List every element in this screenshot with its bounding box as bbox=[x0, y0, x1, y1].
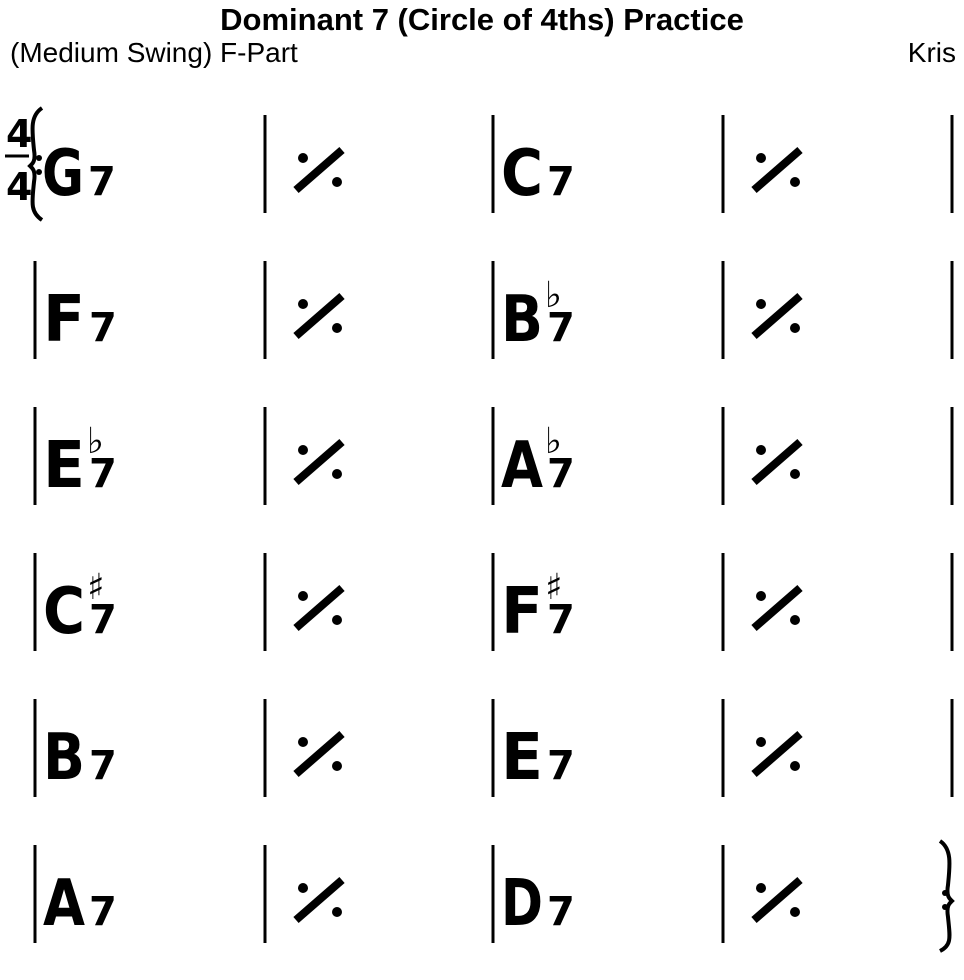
flat-sign: ♭ bbox=[545, 420, 562, 462]
measure-repeat-dot bbox=[298, 737, 308, 747]
repeat-dot bbox=[36, 169, 42, 175]
measure-repeat-dot bbox=[298, 445, 308, 455]
chord-root: D bbox=[501, 867, 543, 941]
measure-repeat-dot bbox=[298, 883, 308, 893]
measure-repeat-dot bbox=[756, 299, 766, 309]
time-signature-bottom: 4 bbox=[6, 165, 33, 209]
measure-repeat-dot bbox=[756, 591, 766, 601]
chord-extension: 7 bbox=[547, 889, 575, 935]
measure-repeat-dot bbox=[756, 883, 766, 893]
repeat-dot bbox=[36, 155, 42, 161]
chord-extension: 7 bbox=[547, 305, 575, 351]
chord-root: G bbox=[42, 137, 84, 211]
chord-root: B bbox=[43, 721, 85, 795]
chord-root: E bbox=[501, 721, 543, 795]
chord-root: B bbox=[501, 283, 543, 357]
style-label: (Medium Swing) F-Part bbox=[10, 37, 298, 68]
measure-repeat-dot bbox=[332, 907, 342, 917]
measure-repeat-dot bbox=[332, 761, 342, 771]
composer-label: Kris bbox=[907, 37, 956, 68]
sharp-sign: ♯ bbox=[545, 566, 563, 608]
measure-repeat-dot bbox=[298, 153, 308, 163]
measure-repeat-dot bbox=[298, 299, 308, 309]
chord-extension: 7 bbox=[89, 743, 117, 789]
chord-root: C bbox=[43, 575, 85, 649]
repeat-end-bracket bbox=[940, 841, 952, 951]
flat-sign: ♭ bbox=[87, 420, 104, 462]
repeat-start-bracket bbox=[30, 108, 42, 220]
measure-repeat-dot bbox=[756, 445, 766, 455]
time-signature-top: 4 bbox=[6, 112, 33, 156]
chord-root: E bbox=[43, 429, 85, 503]
measure-repeat-dot bbox=[790, 761, 800, 771]
measure-repeat-dot bbox=[790, 469, 800, 479]
measure-repeat-dot bbox=[298, 591, 308, 601]
measure-repeat-dot bbox=[332, 469, 342, 479]
measure-repeat-dot bbox=[332, 615, 342, 625]
sharp-sign: ♯ bbox=[87, 566, 105, 608]
chord-root: A bbox=[43, 867, 86, 941]
measure-repeat-dot bbox=[790, 907, 800, 917]
chord-extension: 7 bbox=[547, 597, 575, 643]
measure-repeat-dot bbox=[332, 177, 342, 187]
measure-repeat-dot bbox=[756, 153, 766, 163]
measure-repeat-dot bbox=[790, 323, 800, 333]
chord-extension: 7 bbox=[547, 159, 575, 205]
chord-extension: 7 bbox=[89, 451, 117, 497]
chord-extension: 7 bbox=[547, 743, 575, 789]
flat-sign: ♭ bbox=[545, 274, 562, 316]
chord-root: F bbox=[43, 283, 85, 357]
measure-repeat-dot bbox=[790, 615, 800, 625]
measure-repeat-dot bbox=[756, 737, 766, 747]
chart-title: Dominant 7 (Circle of 4ths) Practice bbox=[220, 2, 744, 37]
repeat-dot bbox=[942, 904, 948, 910]
chord-root: F bbox=[501, 575, 543, 649]
repeat-dot bbox=[942, 890, 948, 896]
chord-extension: 7 bbox=[89, 597, 117, 643]
measure-repeat-dot bbox=[332, 323, 342, 333]
chord-root: A bbox=[501, 429, 544, 503]
measure-repeat-dot bbox=[790, 177, 800, 187]
chord-extension: 7 bbox=[89, 889, 117, 935]
chord-extension: 7 bbox=[89, 305, 117, 351]
chord-extension: 7 bbox=[88, 159, 116, 205]
chord-extension: 7 bbox=[547, 451, 575, 497]
chord-root: C bbox=[501, 137, 543, 211]
